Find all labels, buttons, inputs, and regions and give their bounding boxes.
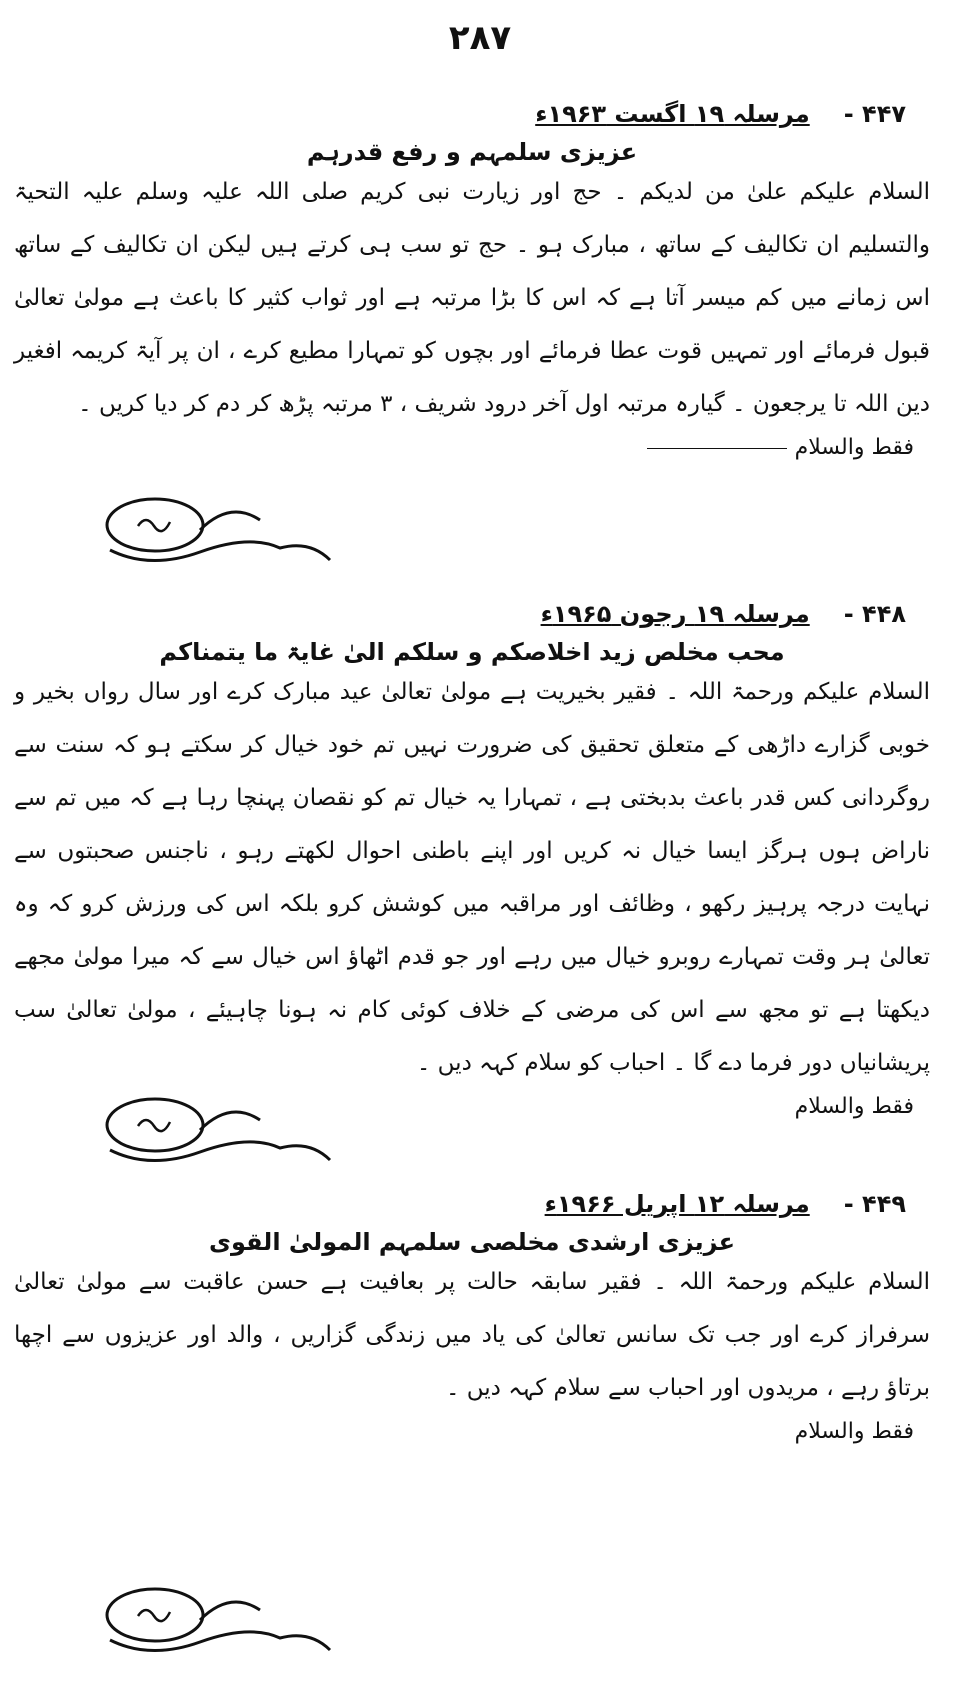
letter-header [14, 1190, 930, 1218]
letter-449 [14, 1190, 930, 1444]
letter-header [14, 600, 930, 628]
letter-date: مرسلہ ۱۹ اگست ۱۹۶۳ء [535, 100, 810, 128]
letter-salutation: عزیزی ارشدی مخلصی سلمہم المولیٰ القوی [208, 1228, 736, 1256]
letter-number: ۴۴۸ - [843, 600, 906, 628]
signature-seal-icon [80, 490, 350, 580]
letter-paragraph: السلام علیکم ورحمۃ اللہ ۔ فقیر بخیریت ہے مولیٰ تعالیٰ عید مبارک کرے اور سال رواں بخیر و خوبی گزارے داڑھی کے متعلق تحقیق کی ضرورت نہیں تم خود خیال کر سکتے ہو کہ سنت سے روگردانی کس قدر باعث بدبختی ہے ، تمہارا یہ خیال تم کو نقصان پہنچا رہا ہے کہ میں تم سے ناراض ہوں ہرگز ایسا خیال نہ کریں اور اپنے باطنی احوال لکھتے رہو ، ناجنس صحبتوں سے نہایت درجہ پرہیز رکھو ، وظائف اور مراقبہ میں کوشش کرو بلکہ اس کی ورزش کرو کہ وہ تعالیٰ ہر وقت تمہارے روبرو خیال میں رہے اور جو قدم اٹھاؤ اس خیال سے کہ میرا مولیٰ مجھے دیکھتا ہے تو مجھ سے اس کی مرضی کے خلاف کوئی کام نہ ہونا چاہیئے ، مولیٰ تعالیٰ سب پریشانیاں دور فرما دے گا ۔ احباب کو سلام کہہ دیں ۔ [14, 679, 930, 1076]
letter-salutation: عزیزی سلمہم و رفع قدرہم [306, 138, 638, 166]
signature-449 [80, 1580, 350, 1670]
letter-448 [14, 600, 930, 1119]
letter-number: ۴۴۹ - [843, 1190, 906, 1218]
letter-number: ۴۴۷ - [843, 100, 906, 128]
letter-paragraph: السلام علیکم ورحمۃ اللہ ۔ فقیر سابقہ حالت پر بعافیت ہے حسن عاقبت سے مولیٰ تعالیٰ سرفراز کرے اور جب تک سانس تعالیٰ کی یاد میں زندگی گزاریں ، والد اور عزیزوں سے اچھا برتاؤ رہے ، مریدوں اور احباب سے سلام کہہ دیں ۔ [14, 1269, 930, 1401]
signature-448 [80, 1090, 350, 1180]
closing-rule [647, 448, 787, 449]
closing-text: فقط والسلام [794, 1094, 914, 1119]
signature-seal-icon [80, 1580, 350, 1670]
letter-closing [14, 435, 930, 460]
closing-text: فقط والسلام [794, 435, 914, 460]
page-number: ۲۸۷ [448, 18, 512, 58]
letter-body [14, 666, 930, 1090]
signature-447 [80, 490, 350, 580]
letter-header [14, 100, 930, 128]
letter-salutation: محب مخلص زید اخلاصکم و سلکم الیٰ غایۃ ما یتمناکم [159, 638, 785, 666]
signature-seal-icon [80, 1090, 350, 1180]
letter-closing [14, 1419, 930, 1444]
letter-date: مرسلہ ۱۲ اپریل ۱۹۶۶ء [544, 1190, 810, 1218]
closing-text: فقط والسلام [794, 1419, 914, 1444]
letter-body [14, 166, 930, 431]
letter-date: مرسلہ ۱۹ رجون ۱۹۶۵ء [540, 600, 810, 628]
letter-body [14, 1256, 930, 1415]
letter-447 [14, 100, 930, 460]
letter-paragraph: السلام علیکم علیٰ من لدیکم ۔ حج اور زیارت نبی کریم صلی اللہ علیہ وسلم علیہ التحیۃ والتسلیم ان تکالیف کے ساتھ ، مبارک ہو ۔ حج تو سب ہی کرتے ہیں لیکن ان تکالیف کے ساتھ اس زمانے میں کم میسر آتا ہے کہ اس کا بڑا مرتبہ ہے اور ثواب کثیر کا باعث ہے مولیٰ تعالیٰ قبول فرمائے اور تمہیں قوت عطا فرمائے اور بچوں کو تمہارا مطیع کرے ، ان پر آیۃ کریمہ افغیر دین اللہ تا یرجعون ۔ گیارہ مرتبہ اول آخر درود شریف ، ۳ مرتبہ پڑھ کر دم کر دیا کریں ۔ [14, 179, 930, 417]
